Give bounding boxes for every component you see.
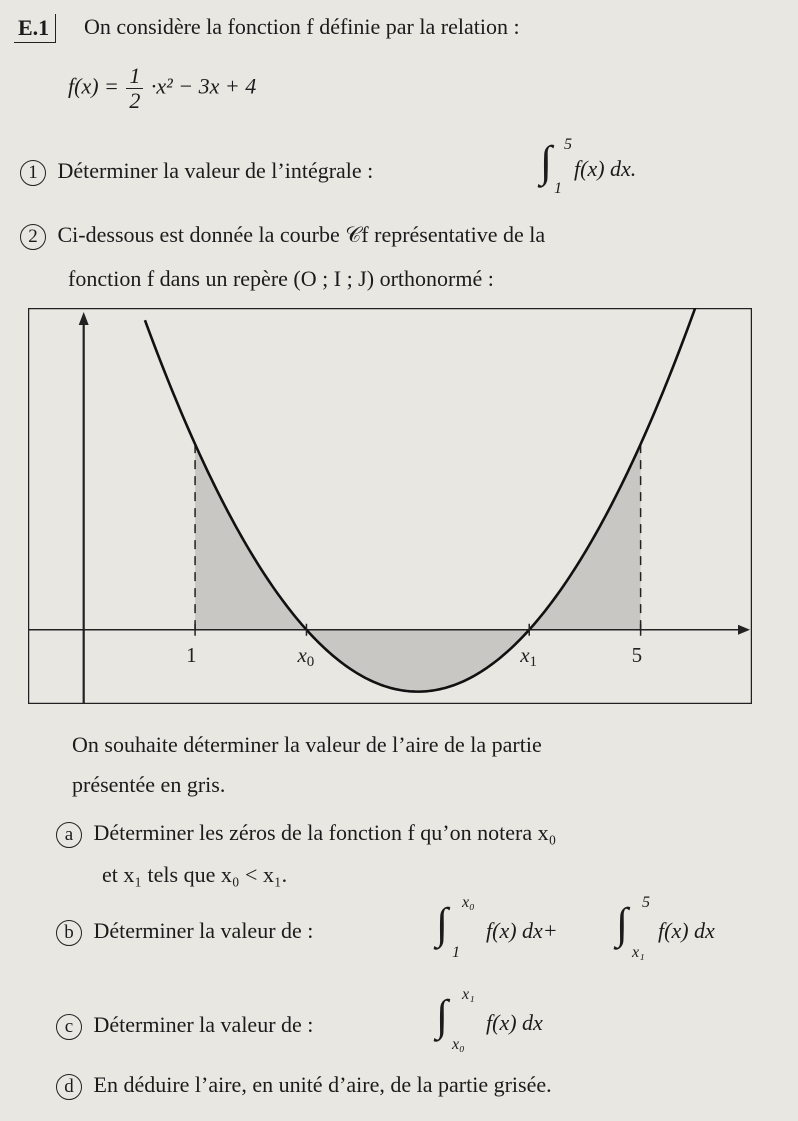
integral-upper: 5	[564, 136, 572, 153]
question-1	[20, 158, 373, 186]
question-c	[56, 1012, 313, 1040]
question-1-text: Déterminer la valeur de l’intégrale :	[57, 158, 374, 183]
exercise-label: E.1	[14, 14, 56, 43]
integral-b2-lower: x₁	[632, 944, 645, 961]
integral-c-integrand: f(x) dx	[486, 1010, 543, 1035]
question-1-integral	[540, 132, 700, 202]
question-2-text1: Ci-dessous est donnée la courbe 𝒞f représentative de la	[57, 222, 546, 247]
question-c-letter: c	[56, 1014, 82, 1040]
integral-b2-upper: 5	[642, 894, 650, 911]
question-a-letter: a	[56, 822, 82, 848]
formula-rest: ·x² − 3x + 4	[150, 73, 257, 99]
question-2-number: 2	[20, 224, 46, 250]
question-c-text: Déterminer la valeur de :	[93, 1012, 314, 1037]
integral-integrand: f(x) dx.	[574, 156, 637, 181]
question-a-line1	[56, 820, 556, 848]
question-b-integrals	[436, 892, 776, 968]
integral-b2-integrand: f(x) dx	[658, 918, 715, 943]
tick-label-3: x1	[520, 642, 538, 670]
question-2-line1	[20, 222, 545, 250]
formula-fraction-num: 1	[126, 64, 143, 89]
tick-label-4: 5	[631, 642, 643, 667]
exercise-intro: On considère la fonction f définie par la relation :	[84, 14, 520, 39]
integral-c-sign: ∫	[436, 991, 449, 1040]
integral-b1-lower: 1	[452, 944, 460, 961]
part2-line2: présentée en gris.	[72, 772, 226, 797]
question-1-number: 1	[20, 160, 46, 186]
formula-fraction-den: 2	[129, 88, 141, 113]
question-a-text1: Déterminer les zéros de la fonction f qu’on notera x₀	[93, 820, 557, 845]
question-a-line2: et x₁ tels que x₀ < x₁.	[102, 862, 288, 887]
function-formula	[68, 64, 256, 113]
question-2-line2: fonction f dans un repère (O ; I ; J) orthonormé :	[68, 266, 494, 291]
tick-label-1: 1	[186, 642, 197, 667]
formula-lhs: f(x) =	[68, 73, 119, 99]
question-d-text: En déduire l’aire, en unité d’aire, de la partie grisée.	[93, 1072, 552, 1097]
function-chart	[28, 308, 752, 704]
part2-line1: On souhaite déterminer la valeur de l’aire de la partie	[72, 732, 542, 757]
question-b-letter: b	[56, 920, 82, 946]
question-d-letter: d	[56, 1074, 82, 1100]
question-d	[56, 1072, 552, 1100]
integral-b1-upper: x₀	[462, 894, 475, 911]
integral-lower: 1	[554, 180, 562, 197]
integral-b1-sign: ∫	[436, 899, 449, 948]
integral-c-lower: x₀	[452, 1036, 465, 1053]
question-c-integral	[436, 984, 616, 1060]
formula-fraction	[126, 64, 143, 113]
integral-b2-sign: ∫	[616, 899, 629, 948]
integral-b1-integrand: f(x) dx+	[486, 918, 558, 943]
integral-sign: ∫	[540, 137, 553, 186]
tick-label-2: x0	[297, 642, 315, 670]
integral-c-upper: x₁	[462, 986, 475, 1003]
question-b-text: Déterminer la valeur de :	[93, 918, 314, 943]
question-b	[56, 918, 313, 946]
